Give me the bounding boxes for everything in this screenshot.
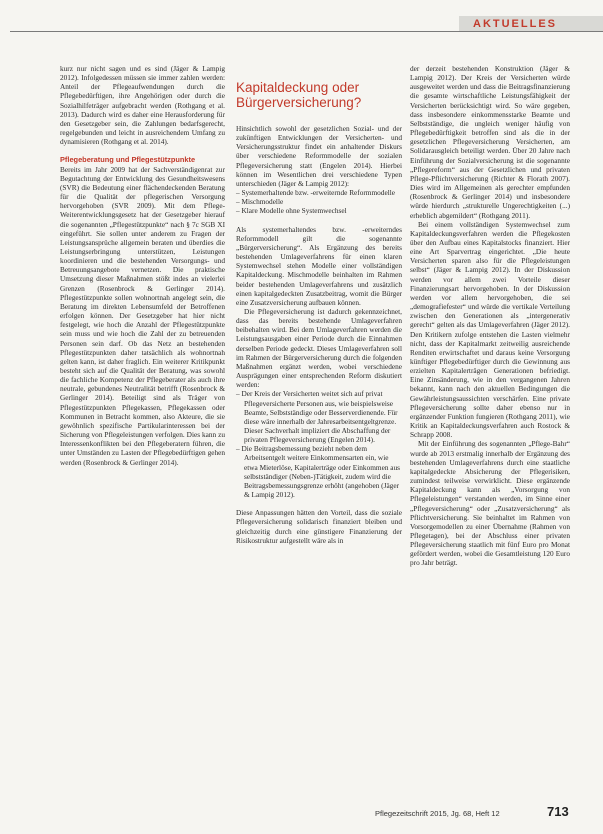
list-item: – Die Beitragsbemessung bezieht neben dem Arbeitsentgelt weitere Einkommensarten ein, wie etwa Mieterlöse, Kapitalerträge oder Einkommen aus selbstständiger (Neben-)Tätigkeit, zudem wird die Beitragsbemessungsgrenze erhöht (angehoben (Jäger & Lampig 2012). bbox=[236, 444, 401, 500]
paragraph: Bereits im Jahr 2009 hat der Sachverständigenrat zur Begutachtung der Entwicklung des Gesundheitswesens (SVR) die Bedeutung einer flächendeckenden Beratung für die Qualität der pflegerischen Versorgung hervorgehoben (SVR 2009). Mit dem Pflege-Weiterentwicklungsgesetz hat der Gesetzgeber hierauf die sogenannten „Pflegestützpunkte“ nach § 7c SGB XI eingeführt. Sie sollen unter anderem zu Fragen der Leistungsansprüche allgemein beraten und überdies die Leistungserbringung unterstützen, Leistungen koordinieren und die bestehenden Versorgungs- und Betreuungsangebote vernetzen. Die praktische Umsetzung dieser Maßnahmen stößt indes an vielerlei Grenzen (Rosenbrock & Gerlinger 2014). Pflegestützpunkte sollen wohnortnah angelegt sein, die Beratung im direkten Lebensumfeld der Betroffenen erfolgen können. Der Gesetzgeber hat hier nicht festgelegt, wie hoch die Anzahl der Pflegestützpunkte sein muss und wie hoch die Zahl der zu betreuenden Personen sein darf. Ob das Netz an bestehenden Pflegestützpunkten daher tatsächlich als wohnortnah gelten kann, ist daher fraglich. Ein weiterer Kritikpunkt besteht sich auf die Qualität der Beratung, was sowohl die fachliche Kompetenz der Pflegeberater als auch ihre neutrale, gebundenes Neutralität betrifft (Rosenbrock & Gerlinger 2014). Beteiligt sind als Träger von Pflegestützpunkten Pflegekassen, Pflegekassen oder Kommunen in Betracht kommen, also Akteure, die sie gewöhnlich spezifische Partikularinteressen bei der Sicherung von Pflegeleistungen verfolgen. Dies kann zu Interessenkonflikten bei den Pflegeberatern führen, die unter Umständen zu Lasten der Pflegebedürftigen gehen werden (Rosenbrock & Gerlinger 2014). bbox=[60, 164, 225, 467]
list-item: – Systemerhaltende bzw. -erweiternde Reformmodelle bbox=[236, 188, 395, 198]
paragraph: Bei einem vollständigen Systemwechsel zum Kapitaldeckungsverfahren werden die Pflegekosten über den Aufbau eines Kapitalstocks finanziert. Hier eine Art Sparvertrag eingerichtet. „Die heute Versicherten sparen also für die Pflegeleistungen selbst“ (Jäger & Lampig 2012). In der Diskussion werden vor allem zwei Vorteile dieser Finanzierungsart hervorgehoben. In der Diskussion werden vor allem hervorgehoben, die sei „demografiefester“ und würde die vertikale Verteilung zwischen den Generationen als „intergenerativ gerecht“ gelten als das Umlageverfahren (Jäger 2012). Den Kritikern zufolge entstehen die Lasten vielmehr nicht, dass der Kapitalmarkt zeitweilig ausreichende Renditen erwirtschaftet und daraus keine Versorgung künftiger Pflegebedürftiger durch die Gewinnung aus erzielten Kapitalerträgen Generationen befriedigt. Eine Zinsänderung, wie in den vergangenen Jahren bekannt, kann nach den aktuellen Bedingungen die Gewährleistungsaussichten verschärfen. Eine private Pflegeversicherung sollte daher ebenso nur in ergänzender Funktion fungieren (Rothgang 2011), wie Kritik an Kapitaldeckungsverfahren auch Rostock & Schrapp 2008. bbox=[410, 219, 570, 440]
paragraph: Hinsichtlich sowohl der gesetzlichen Sozial- und der zukünftigen Entwicklungen der Versicherten- und Versicherungsstruktur findet ein anhaltender Diskurs über verschiedene Reformmodelle der sozialen Pflegeversicherung statt (Engelen 2014). Hierbei können im Wesentlichen drei verschiedene Typen unterschieden (Jäger & Lampig 2012): bbox=[236, 124, 402, 188]
paragraph: Als systemerhaltendes bzw. -erweiterndes Reformmodell gilt die sogenannte „Bürgerversicherung“. Als Ergänzung des bereits bestehenden Umlageverfahrens für einen klaren Systemwechsel stehen Modelle einer vollständigen Kapitaldeckung. Mischmodelle beinhalten im Rahmen beider bestehenden Umlageverfahrens und zusätzlich einen kapitalgedeckten Zusatzbeitrag, womit die Bürger eine Zusatzversicherung aufbauen können. bbox=[236, 224, 402, 307]
paragraph: Mit der Einführung des sogenannten „Pflege-Bahr“ wurde ab 2013 erstmalig innerhalb der Ergänzung des bestehenden Umlageverfahrens durch eine staatliche kapitalgedeckte Absicherung der Pflegerisiken, zumindest teilweise verwirklicht. Diese ergänzende Kapitaldeckung kann als „Vorsorgung von Pflegeleistungen“ verstanden werden, im Sinne einer „Pflegeversicherung“ oder „Zusatzversicherung“ als Pflichtversicherung. Sie beinhaltet im Rahmen von Vorsorgemodellen zu einer Übernahme (Rahmen von Pflegetagen), bei der Abschluss einer privaten Pflegeversicherung staatlich mit fünf Euro pro Monat gefördert werden, wobei die Gesamtleistung 120 Euro pro Jahr beträgt. bbox=[410, 439, 570, 568]
page-number: 713 bbox=[547, 804, 569, 819]
section-label: AKTUELLES bbox=[473, 18, 557, 30]
paragraph: kurz nur nicht sagen und es sind (Jäger & Lampig 2012). Infolgedessen müssen sie immer zahlen werden: Anteil der Pflegeaufwendungen durch die Pflegebedürftigen, ihre Angehörigen oder durch die Sozialhilfeträger aufgebracht werden (Rothgang et al. 2013). Dadurch wird es daher eine Herausforderung für den Gesetzgeber sein, die Zahlungen bedarfsgerecht, regelgebunden und leicht in ausreichendem Umfang zu dynamisieren (Rothgang et al. 2014). bbox=[60, 64, 225, 147]
article-title: Kapitaldeckung oder Bürgerversicherung? bbox=[236, 80, 362, 110]
paragraph: Diese Anpassungen hätten den Vorteil, dass die soziale Pflegeversicherung solidarisch finanziert bleiben und gleichzeitig durch eine günstigere Finanzierung der Risikostruktur aufgestellt wäre als in bbox=[236, 508, 402, 545]
list-item: – Klare Modelle ohne Systemwechsel bbox=[236, 206, 347, 216]
section-tab bbox=[459, 16, 603, 32]
paragraph: der derzeit bestehenden Konstruktion (Jäger & Lampig 2012). Der Kreis der Versicherten würde ausgeweitet werden und dass die Beitragsfinanzierung die gesamte wirtschaftliche Leistungsfähigkeit der Versicherten berücksichtigt wird. So wäre gegeben, dass insbesondere einkommensstarke Beamte und Selbstständige, die ungleich weniger häufig von Pflegebedürftigkeit betroffen sind als die in der gesetzlichen Pflegeversicherung Versicherten, am Solidarausgleich beteiligt werden. Über 20 Jahre nach Einführung der Sozialversicherung ist die sogenannte „Pflegereform“ aus der Gesetzlichen und privaten Pflege-Pflichtversicherung (Richter & Florath 2007). Dies wird im Allgemeinen als gerechter empfunden (Rosenbrock & Gerlinger 2014) und insbesondere würde hierdurch „strukturelle Ungerechtigkeiten (...) erheblich abgemildert“ (Rothgang 2011). bbox=[410, 64, 570, 220]
journal-citation: Pflegezeitschrift 2015, Jg. 68, Heft 12 bbox=[375, 809, 500, 818]
subheading: Pflegeberatung und Pflegestützpunkte bbox=[60, 155, 196, 165]
column-middle bbox=[236, 64, 402, 545]
header-rule bbox=[10, 31, 603, 32]
paragraph: Die Pflegeversicherung ist dadurch gekennzeichnet, dass das bereits bestehende Umlageverfahren beibehalten wird. Bei dem Umlageverfahren werden die Leistungsausgaben einer Periode durch die Einnahmen derselben Periode gedeckt. Dieses Umlageverfahren soll im Rahmen der Bürgerversicherung durch die folgenden Maßnahmen ergänzt werden, wobei verschiedene Ausprägungen einer entsprechenden Reform diskutiert werden: bbox=[236, 306, 402, 390]
column-left bbox=[60, 64, 225, 467]
list-item: – Der Kreis der Versicherten weitet sich auf privat Pflegeversicherte Personen aus, wie beispielsweise Beamte, Selbstständige oder Besserverdienende. Für diese wäre innerhalb der Jahresarbeitsentgeltgrenze. Dieser Sachverhalt impliziert die Abschaffung der privaten Pflegeversicherung (Engelen 2014). bbox=[236, 389, 398, 445]
column-right bbox=[410, 64, 570, 568]
list-item: – Mischmodelle bbox=[236, 197, 284, 207]
